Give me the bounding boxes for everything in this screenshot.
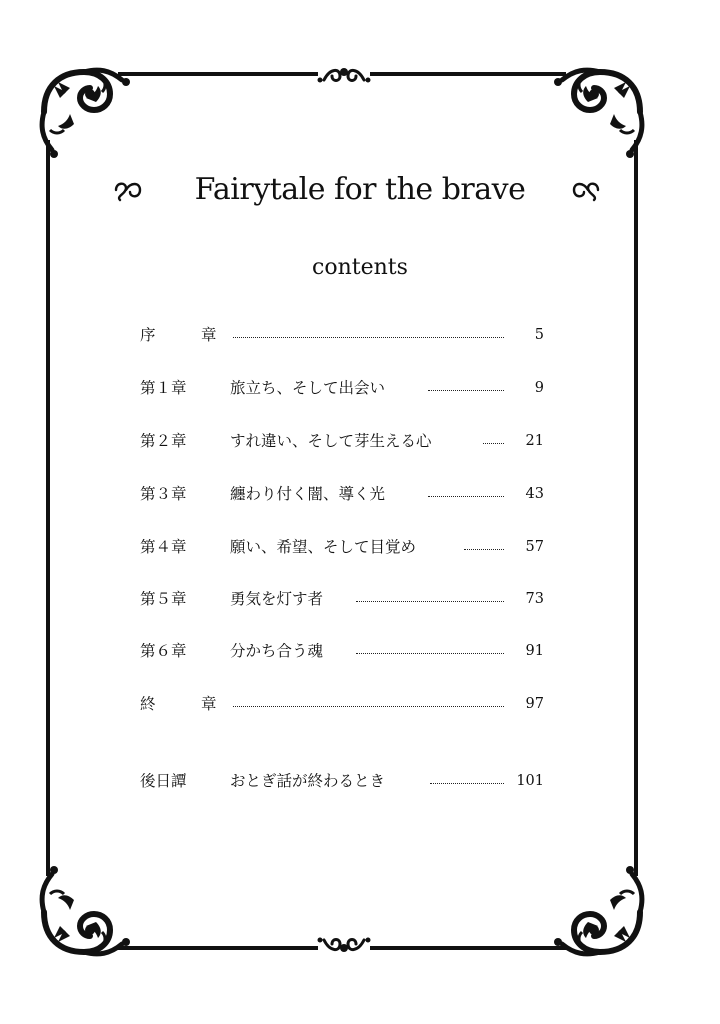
toc-chapter-title: 旅立ち、そして出会い xyxy=(230,379,386,397)
toc-leader-dots xyxy=(483,443,504,444)
toc-leader-dots xyxy=(428,496,504,497)
toc-chapter-title: 願い、希望、そして目覚め xyxy=(230,538,417,556)
book-title: Fairytale for the brave xyxy=(194,172,526,207)
toc-leader-dots xyxy=(233,706,504,707)
toc-leader-dots xyxy=(356,601,504,602)
toc-entry[interactable] xyxy=(140,375,544,401)
toc-entry[interactable] xyxy=(140,768,544,794)
toc-leader-dots xyxy=(233,337,504,338)
toc-entry[interactable] xyxy=(140,638,544,664)
toc-page-number: 57 xyxy=(525,539,544,555)
toc-page-number: 21 xyxy=(525,433,544,449)
toc-page-number: 5 xyxy=(534,327,544,343)
toc-entry[interactable] xyxy=(140,481,544,507)
toc-page-number: 73 xyxy=(525,591,544,607)
toc-chapter-title: すれ違い、そして芽生える心 xyxy=(230,432,432,450)
toc-leader-dots xyxy=(428,390,504,391)
contents-heading: contents xyxy=(312,255,408,280)
toc-chapter-label: 終 章 xyxy=(140,695,232,713)
toc-chapter-label: 第４章 xyxy=(140,538,187,556)
toc-page-number: 97 xyxy=(525,696,544,712)
toc-page-number: 9 xyxy=(534,380,544,396)
toc-page-number: 43 xyxy=(525,486,544,502)
toc-entry[interactable] xyxy=(140,322,544,348)
toc-chapter-label: 第３章 xyxy=(140,485,187,503)
toc-page-number: 91 xyxy=(525,643,544,659)
toc-entry[interactable] xyxy=(140,428,544,454)
toc-leader-dots xyxy=(430,783,504,784)
toc-chapter-title: 分かち合う魂 xyxy=(230,642,324,660)
toc-chapter-title: 勇気を灯す者 xyxy=(230,590,324,608)
toc-page-number: 101 xyxy=(516,773,544,789)
toc-chapter-title: おとぎ話が終わるとき xyxy=(230,772,386,790)
toc-entry[interactable] xyxy=(140,534,544,560)
toc-entry[interactable] xyxy=(140,691,544,717)
toc-entry[interactable] xyxy=(140,586,544,612)
toc-chapter-label: 第５章 xyxy=(140,590,187,608)
toc-chapter-label: 後日譚 xyxy=(140,772,187,790)
toc-leader-dots xyxy=(464,549,504,550)
toc-leader-dots xyxy=(356,653,504,654)
toc-chapter-label: 第６章 xyxy=(140,642,187,660)
toc-chapter-label: 第２章 xyxy=(140,432,187,450)
toc-chapter-label: 第１章 xyxy=(140,379,187,397)
toc-chapter-label: 序 章 xyxy=(140,326,232,344)
toc-chapter-title: 纏わり付く闇、導く光 xyxy=(230,485,386,503)
